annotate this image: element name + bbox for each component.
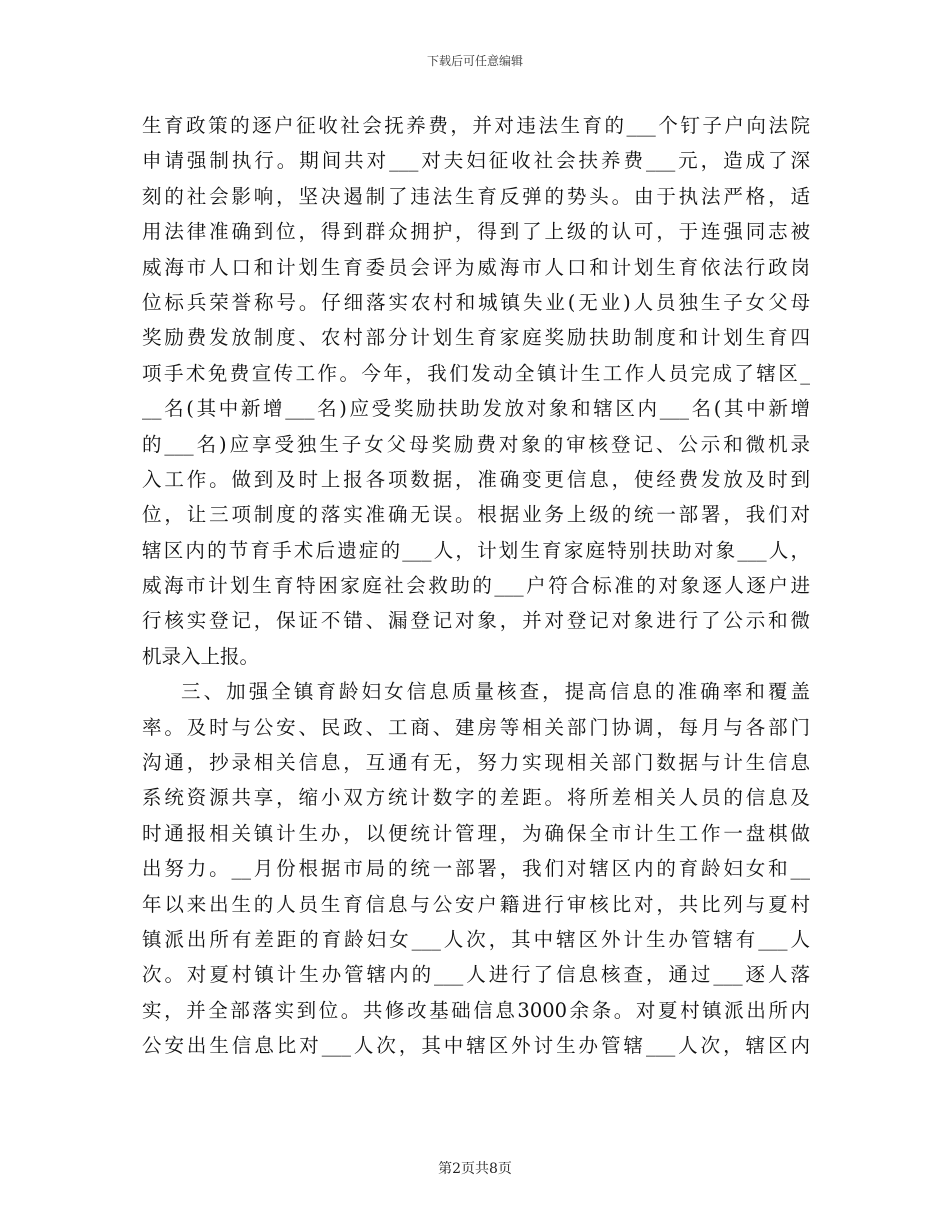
body-line: 辖区内的节育手术后遗症的___人，计划生育家庭特别扶助对象___人， xyxy=(142,538,810,562)
body-line: 用法律准确到位，得到群众拥护，得到了上级的认可，于连强同志被 xyxy=(142,220,810,244)
body-line: __名(其中新增___名)应受奖励扶助发放对象和辖区内___名(其中新增 xyxy=(142,397,810,421)
body-line: 沟通，抄录相关信息，互通有无，努力实现相关部门数据与计生信息 xyxy=(142,751,810,775)
body-line: 镇派出所有差距的育龄妇女___人次，其中辖区外计生办管辖有___人 xyxy=(142,927,810,951)
body-line: 系统资源共享，缩小双方统计数字的差距。将所差相关人员的信息及 xyxy=(142,786,810,810)
body-line: 率。及时与公安、民政、工商、建房等相关部门协调，每月与各部门 xyxy=(142,715,810,739)
body-line: 生育政策的逐户征收社会抚养费，并对违法生育的___个钉子户向法院 xyxy=(142,114,810,137)
section-heading-line: 三、加强全镇育龄妇女信息质量核查，提高信息的准确率和覆盖 xyxy=(181,680,810,704)
body-line: 威海市人口和计划生育委员会评为威海市人口和计划生育依法行政岗 xyxy=(142,255,810,279)
body-line: 的___名)应享受独生子女父母奖励费对象的审核登记、公示和微机录 xyxy=(142,432,810,456)
body-line: 行核实登记，保证不错、漏登记对象，并对登记对象进行了公示和微 xyxy=(142,609,810,633)
body-line: 出努力。__月份根据市局的统一部署，我们对辖区内的育龄妇女和__ xyxy=(142,857,810,881)
body-line: 威海市计划生育特困家庭社会救助的___户符合标准的对象逐人逐户进 xyxy=(142,574,810,598)
body-line: 申请强制执行。期间共对___对夫妇征收社会扶养费___元，造成了深 xyxy=(142,149,810,173)
page-header: 下载后可任意编辑 xyxy=(426,54,523,68)
body-line: 次。对夏村镇计生办管辖内的___人进行了信息核查，通过___逐人落 xyxy=(142,963,810,987)
page-footer: 第2页共8页 xyxy=(438,1161,512,1177)
body-line: 项手术免费宣传工作。今年，我们发动全镇计生工作人员完成了辖区_ xyxy=(142,361,810,385)
body-line: 时通报相关镇计生办，以便统计管理，为确保全市计生工作一盘棋做 xyxy=(142,821,810,845)
body-line: 位标兵荣誉称号。仔细落实农村和城镇失业(无业)人员独生子女父母 xyxy=(142,290,810,314)
body-line: 位，让三项制度的落实准确无误。根据业务上级的统一部署，我们对 xyxy=(142,503,810,527)
body-line: 入工作。做到及时上报各项数据，准确变更信息，使经费发放及时到 xyxy=(142,467,810,491)
body-line: 公安出生信息比对___人次，其中辖区外讨生办管辖___人次，辖区内 xyxy=(142,1034,810,1058)
body-line: 年以来出生的人员生育信息与公安户籍进行审核比对，共比列与夏村 xyxy=(142,892,810,916)
document-body xyxy=(142,108,810,1064)
body-line: 刻的社会影响，坚决遏制了违法生育反弹的势头。由于执法严格，适 xyxy=(142,184,810,208)
body-line: 机录入上报。 xyxy=(142,644,260,668)
body-line: 实，并全部落实到位。共修改基础信息3000余条。对夏村镇派出所内 xyxy=(142,998,810,1022)
body-line: 奖励费发放制度、农村部分计划生育家庭奖励扶助制度和计划生育四 xyxy=(142,326,810,350)
